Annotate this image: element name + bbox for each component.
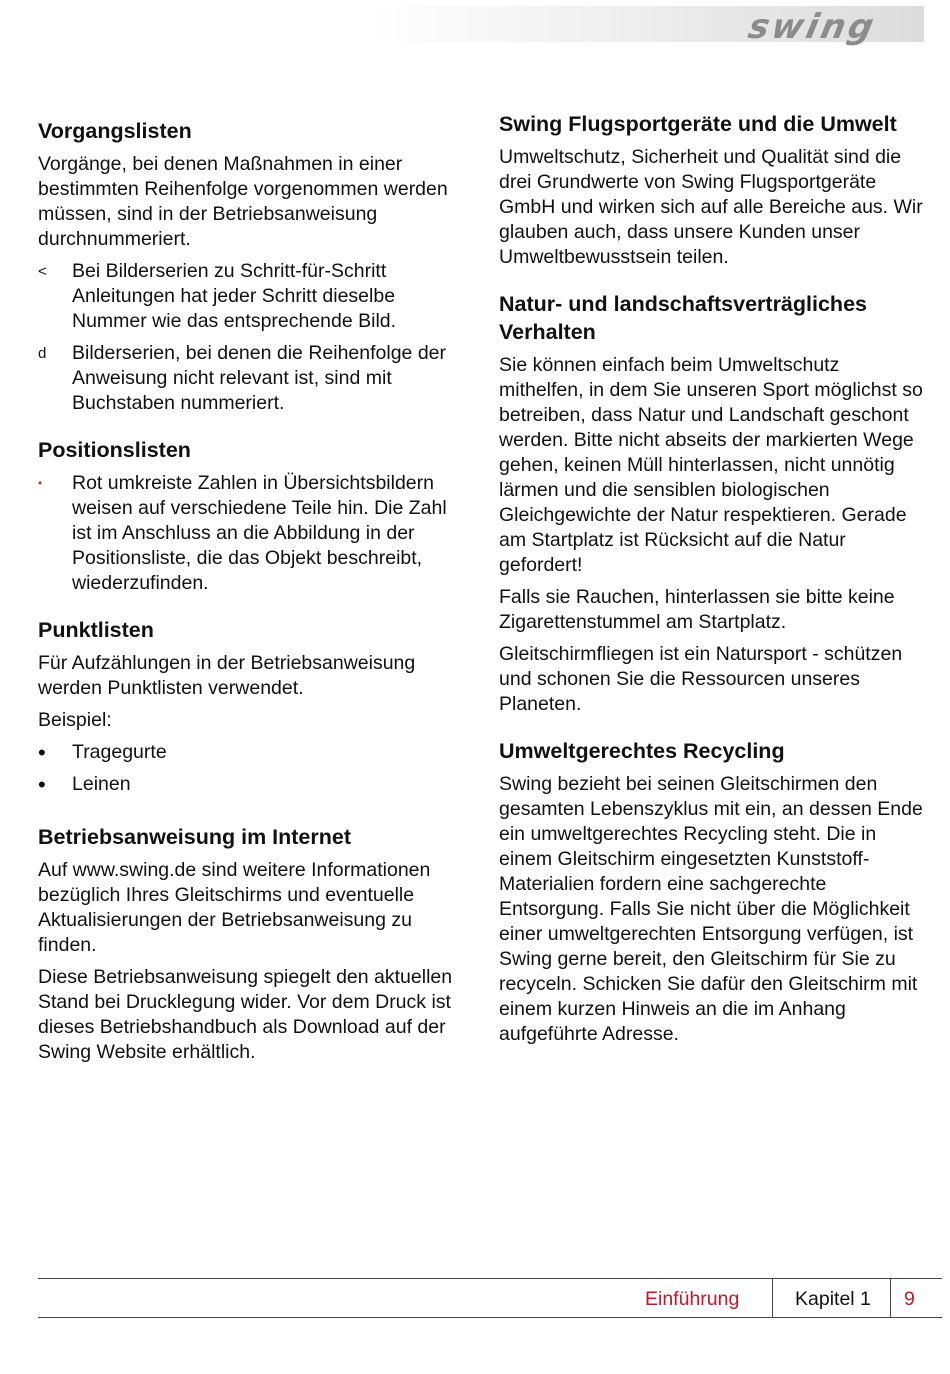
natur-paragraph-2: Falls sie Rauchen, hinterlassen sie bitte keine Zigarettenstummel am Startplatz. xyxy=(499,586,895,633)
right-column xyxy=(499,110,929,1047)
swing-logo: swing xyxy=(744,7,881,47)
punktlisten-text: Für Aufzählungen in der Betriebsanweisung werden Punktlisten verwendet. xyxy=(38,652,416,699)
footer-section-label: Einführung xyxy=(645,1288,740,1310)
list-item-text: Tragegurte xyxy=(72,741,167,763)
positionslisten-heading: Positionslisten xyxy=(38,438,191,462)
vorgangslisten-heading: Vorgangslisten xyxy=(38,119,192,143)
list-item xyxy=(38,772,468,797)
bullet-icon: • xyxy=(38,772,46,797)
footer-divider xyxy=(890,1279,891,1317)
list-item-text: Bei Bilderserien zu Schritt-für-Schritt Anleitungen hat jeder Schritt dieselbe Nummer wie das entsprechende Bild. xyxy=(72,260,397,332)
left-column xyxy=(38,117,468,1065)
bullet-icon: • xyxy=(38,740,46,765)
natur-paragraph-3: Gleitschirmfliegen ist ein Natursport - schützen und schonen Sie die Ressourcen unseres Planeten. xyxy=(499,643,903,715)
footer-top-rule xyxy=(38,1278,942,1279)
list-item xyxy=(38,740,468,765)
footer-divider xyxy=(772,1279,773,1317)
list-item xyxy=(38,471,468,596)
list-item-text: Rot umkreiste Zahlen in Übersichtsbildern weisen auf verschiedene Teile hin. Die Zahl ist im Anschluss an die Abbildung in der Positionsliste, die das Objekt beschreibt, wiederzufinden. xyxy=(72,472,447,594)
list-item-text: Bilderserien, bei denen die Reihenfolge der Anweisung nicht relevant ist, sind mit Buchstaben nummeriert. xyxy=(72,342,447,414)
internet-heading: Betriebsanweisung im Internet xyxy=(38,825,352,849)
red-bullet-icon: • xyxy=(38,476,43,490)
step-symbol-icon: < xyxy=(38,263,47,280)
punktlisten-heading: Punktlisten xyxy=(38,618,154,642)
recycling-heading: Umweltgerechtes Recycling xyxy=(499,739,785,763)
recycling-text: Swing bezieht bei seinen Gleitschirmen den gesamten Lebenszyklus mit ein, an dessen Ende ein umweltgerechtes Recycling steht. Die in einem Gleitschirm eingesetzten Kunststoff-Materialien fordern eine sachgerechte Entsorgung. Falls Sie nicht über die Möglichkeit einer umweltgerechten Entsorgung verfügen, ist Swing gerne bereit, den Gleitschirm für Sie zu recyceln. Schicken Sie dafür den Gleitschirm mit einem kurzen Hinweis an die im Anhang aufgeführte Adresse. xyxy=(499,773,923,1045)
footer-page-number: 9 xyxy=(904,1288,915,1310)
letter-symbol-icon: d xyxy=(38,345,47,362)
natur-paragraph-1: Sie können einfach beim Umweltschutz mithelfen, in dem Sie unseren Sport möglichst so betreiben, dass Natur und Landschaft geschont werden. Bitte nicht abseits der markierten Wege gehen, keinen Müll hinterlassen, nicht unnötig lärmen und die sensiblen biologischen Gleichgewichte der Natur respektieren. Gerade am Startplatz ist Rücksicht auf die Natur gefordert! xyxy=(499,354,923,576)
list-item xyxy=(38,259,468,334)
umwelt-text: Umweltschutz, Sicherheit und Qualität sind die drei Grundwerte von Swing Flugsportgeräte GmbH und wirken sich auf alle Bereiche aus. Wir glauben auch, dass unsere Kunden unser Umweltbewusstsein teilen. xyxy=(499,146,923,268)
list-item xyxy=(38,341,468,416)
footer-bottom-rule xyxy=(38,1317,942,1318)
natur-heading: Natur- und landschaftsverträgliches Verhalten xyxy=(499,292,867,344)
umwelt-heading: Swing Flugsportgeräte und die Umwelt xyxy=(499,112,897,136)
vorgangslisten-text: Vorgänge, bei denen Maßnahmen in einer bestimmten Reihenfolge vorgenommen werden müssen, sind in der Betriebsanweisung durchnummeriert. xyxy=(38,153,448,250)
example-label: Beispiel: xyxy=(38,709,112,731)
internet-paragraph-2: Diese Betriebsanweisung spiegelt den aktuellen Stand bei Drucklegung wider. Vor dem Druck ist dieses Betriebshandbuch als Download auf der Swing Website erhältlich. xyxy=(38,966,453,1063)
list-item-text: Leinen xyxy=(72,773,131,795)
footer-chapter-label: Kapitel 1 xyxy=(795,1288,871,1310)
internet-paragraph-1: Auf www.swing.de sind weitere Informationen bezüglich Ihres Gleitschirms und eventuelle Aktualisierungen der Betriebsanweisung zu finden. xyxy=(38,859,431,956)
